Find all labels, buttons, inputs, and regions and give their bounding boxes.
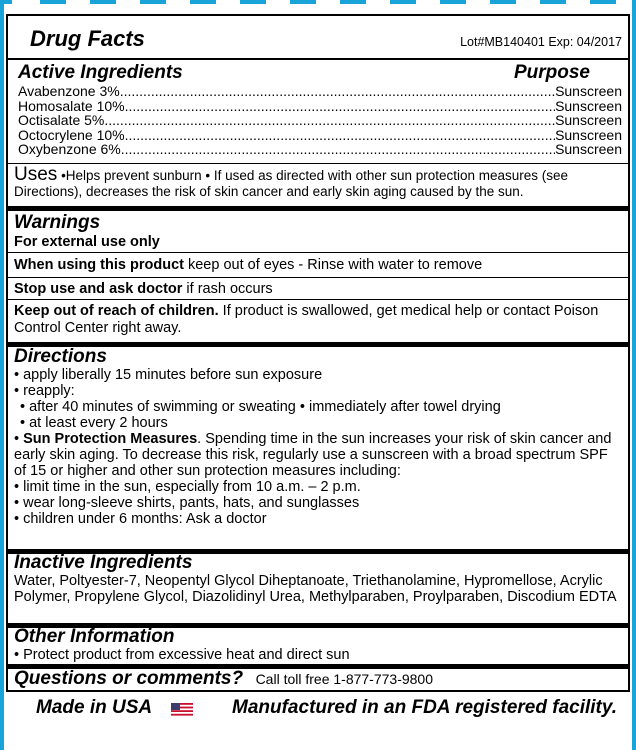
- ingredient-list: [14, 84, 622, 157]
- us-flag-icon: [171, 703, 193, 716]
- sun-protection-measures: [14, 431, 622, 479]
- ingredient-purpose: Sunscreen: [555, 112, 622, 128]
- when-using-text: keep out of eyes - Rinse with water to remove: [183, 257, 483, 273]
- lot-expiry: Lot#MB140401 Exp: 04/2017: [460, 35, 622, 49]
- uses-text: •Helps prevent sunburn • If used as directed with other sun protection measures (see Directions), decreases the risk of skin cancer and early skin aging caused by the sun.: [14, 168, 569, 199]
- title-row: [8, 26, 628, 56]
- warnings-section: [8, 212, 628, 250]
- toll-free-number: Call toll free 1-877-773-9800: [255, 671, 434, 687]
- stop-use-row: [8, 281, 628, 297]
- sun-protection-label: Sun Protection Measures: [23, 431, 198, 447]
- ingredient-name: Octisalate 5%: [18, 112, 105, 128]
- stop-use-text: if rash occurs: [182, 281, 273, 297]
- other-information-heading: Other Information: [14, 626, 175, 647]
- left-border: [0, 0, 4, 750]
- uses-section: [8, 164, 628, 200]
- ingredient-row: [18, 84, 622, 99]
- direction-line: • children under 6 months: Ask a doctor: [14, 511, 267, 527]
- direction-line: • reapply:: [14, 383, 75, 399]
- ingredient-purpose: Sunscreen: [555, 141, 622, 157]
- ingredient-row: [18, 128, 622, 143]
- ingredient-row: [18, 113, 622, 128]
- keep-out-text: If product is swallowed, get medical help or contact Poison Control Center right away.: [14, 303, 599, 336]
- ingredient-name: Homosalate 10%: [18, 97, 125, 114]
- ingredient-name: Octocrylene 10%: [18, 126, 125, 143]
- stop-use-label: Stop use and ask doctor: [14, 281, 183, 297]
- right-border: [632, 0, 636, 750]
- when-using-label: When using this product: [14, 257, 184, 273]
- questions-section: [8, 668, 628, 690]
- when-using-row: [8, 257, 628, 273]
- sun-protection-text: . Spending time in the sun increases your risk of skin cancer and early skin aging. To decrease this risk, regularly use a sunscreen with a broad spectrum SPF of 15 or higher and other sun protection measures including:: [14, 431, 612, 479]
- ingredient-purpose: Sunscreen: [555, 97, 622, 114]
- purpose-heading: Purpose: [513, 62, 590, 83]
- divider: [8, 58, 628, 60]
- ingredient-name: Avabenzone 3%: [18, 83, 120, 99]
- leader-dots: [125, 128, 555, 143]
- keep-out-label: Keep out of reach of children.: [14, 303, 219, 319]
- divider: [8, 277, 628, 278]
- direction-line: • wear long-sleeve shirts, pants, hats, and sunglasses: [14, 495, 360, 511]
- drug-facts-panel: [6, 14, 630, 692]
- keep-out-row: [8, 303, 628, 337]
- ingredient-row: [18, 142, 622, 157]
- uses-heading: Uses: [14, 164, 58, 185]
- divider: [8, 299, 628, 300]
- ingredient-purpose: Sunscreen: [555, 126, 622, 143]
- active-ingredients-section: [8, 62, 628, 157]
- ingredient-row: [18, 99, 622, 114]
- made-in-usa: Made in USA: [36, 697, 153, 718]
- leader-dots: [125, 99, 555, 114]
- direction-line: • limit time in the sun, especially from 10 a.m. – 2 p.m.: [14, 479, 361, 495]
- bullet: •: [14, 431, 24, 447]
- direction-line: • after 40 minutes of swimming or sweating • immediately after towel drying: [20, 399, 501, 415]
- external-use-text: For external use only: [14, 234, 160, 250]
- other-information-text: • Protect product from excessive heat and direct sun: [14, 647, 350, 663]
- questions-heading: Questions or comments?: [14, 668, 244, 689]
- top-dashed-border: [0, 0, 636, 6]
- active-ingredients-heading: Active Ingredients: [18, 62, 183, 83]
- direction-line: • at least every 2 hours: [20, 415, 168, 431]
- direction-line: • apply liberally 15 minutes before sun exposure: [14, 367, 323, 383]
- divider: [8, 163, 628, 164]
- warnings-heading: Warnings: [14, 212, 101, 233]
- fda-facility-statement: Manufactured in an FDA registered facility.: [232, 697, 618, 718]
- directions-heading: Directions: [14, 346, 107, 367]
- inactive-ingredients-text: Water, Poltyester-7, Neopentyl Glycol Diheptanoate, Triethanolamine, Hypromellose, Acrylic Polymer, Propylene Glycol, Diazolidinyl Urea, Methylparaben, Proylparaben, Discodium EDTA: [14, 573, 617, 605]
- ingredient-name: Oxybenzone 6%: [18, 141, 121, 157]
- leader-dots: [104, 113, 555, 128]
- leader-dots: [120, 84, 555, 99]
- page-title: Drug Facts: [30, 26, 145, 51]
- inactive-ingredients-section: [8, 553, 628, 605]
- ingredient-purpose: Sunscreen: [555, 83, 622, 99]
- divider: [8, 252, 628, 253]
- other-information-section: [8, 627, 628, 663]
- divider-thick: [8, 206, 628, 211]
- directions-section: [8, 347, 628, 527]
- inactive-ingredients-heading: Inactive Ingredients: [14, 552, 193, 573]
- leader-dots: [121, 142, 555, 157]
